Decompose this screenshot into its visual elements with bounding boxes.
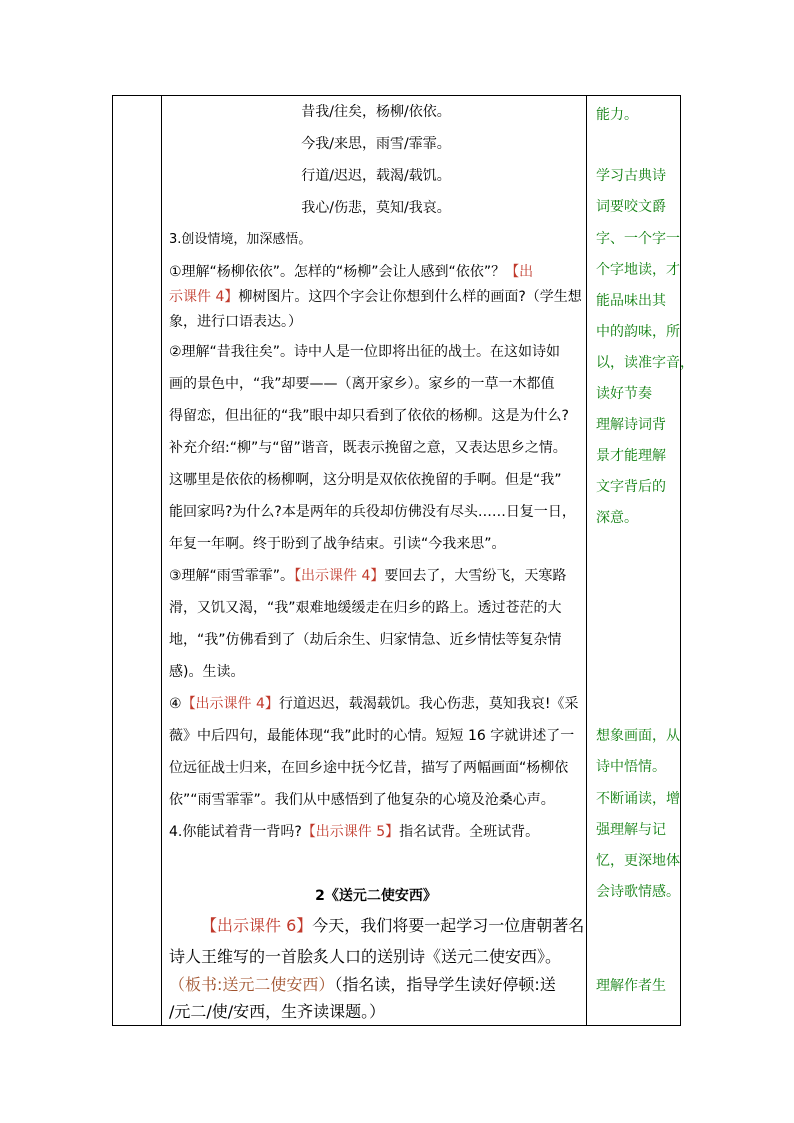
paragraph-line: 补充介绍:“柳”与“留”谐音，既表示挽留之意，又表达思乡之情。 [169, 440, 567, 456]
text: 柳树图片。这四个字会让你想到什么样的画面?（学生想 [238, 289, 582, 305]
note-line: 词要咬文爵 [596, 199, 666, 215]
paragraph-line [169, 694, 579, 714]
paragraph-line: 画的景色中，“我”却要——（离开家乡）。家乡的一草一木都值 [169, 376, 555, 392]
paragraph-line: 得留恋，但出征的“我”眼中却只看到了依依的杨柳。这是为什么? [169, 408, 569, 424]
note-line: 想象画面，从 [596, 728, 680, 744]
paragraph-line: 这哪里是依依的杨柳啊，这分明是双依依挽留的手啊。但是“我” [169, 472, 562, 488]
note-line: 诗中悟情。 [596, 759, 666, 775]
poem-line: 我心/伤悲，莫知/我哀。 [301, 200, 451, 216]
courseware-tag: 【出示课件 4】 [294, 568, 385, 584]
text: ④ [169, 696, 182, 712]
paragraph-line: ②理解“昔我往矣”。诗中人是一位即将出征的战士。在这如诗如 [169, 344, 561, 360]
courseware-tag: 【出示课件 5】 [301, 824, 400, 840]
column-divider [161, 96, 162, 1025]
note-line: 深意。 [596, 510, 638, 526]
text: 行道迟迟，载渴载饥。我心伤悲，莫知我哀!《采 [278, 696, 579, 712]
note-line: 以，读准字音， [596, 355, 694, 371]
note-line: 理解作者生 [596, 978, 666, 994]
note-line: 强理解与记 [596, 822, 666, 838]
board-note: （板书:送元二使安西） [169, 975, 335, 994]
note-line: 字、一个字一 [596, 231, 680, 247]
lesson-plan-table [112, 95, 694, 1026]
courseware-tag: 示课件 4】 [169, 289, 239, 305]
paragraph-line: 能回家吗?为什么?本是两年的兵役却仿佛没有尽头……日复一日， [169, 504, 576, 520]
paragraph-line: 依”“雨雪霏霏”。我们从中感悟到了他复杂的心境及沧桑心声。 [169, 792, 555, 808]
text: （指名读，指导学生读好停顿:送 [334, 975, 556, 994]
paragraph-line [169, 287, 582, 307]
paragraph-line [169, 975, 556, 995]
paragraph-line [169, 566, 566, 586]
note-line: 景才能理解 [596, 448, 666, 464]
text: 今天，我们将要一起学习一位唐朝著名 [312, 916, 585, 935]
section-title: 2《送元二使安西》 [315, 888, 437, 904]
text: 4.你能试着背一背吗? [169, 824, 302, 840]
text: ③理解“雨雪霏霏”。 [169, 568, 295, 584]
paragraph-line [169, 262, 533, 282]
text: 要回去了，大雪纷飞，天寒路 [384, 568, 567, 584]
paragraph-line: 诗人王维写的一首脍炙人口的送别诗《送元二使安西》。 [169, 947, 562, 966]
paragraph-line: 感)。生读。 [169, 664, 245, 680]
paragraph-line: /元二/使/安西，生齐读课题。） [169, 1002, 386, 1021]
note-line: 能品味出其 [596, 293, 666, 309]
courseware-tag: 【出示课件 4】 [181, 696, 279, 712]
paragraph-line: 地，“我”仿佛看到了（劫后余生、归家情急、近乡情怯等复杂情 [169, 632, 562, 648]
note-line: 不断诵读，增 [596, 791, 680, 807]
note-line: 理解诗词背 [596, 417, 666, 433]
poem-line: 行道/迟迟，载渴/载饥。 [301, 168, 451, 184]
text: 指名试背。全班试背。 [399, 824, 540, 840]
courseware-tag: 【出 [505, 264, 534, 280]
note-line: 能力。 [596, 107, 638, 123]
paragraph-line: 象，进行口语表达。） [169, 314, 302, 330]
note-line: 学习古典诗 [596, 168, 666, 184]
paragraph-line: 年复一年啊。终于盼到了战争结束。引读“今我来思”。 [169, 536, 506, 552]
paragraph-line: 薇》中后四句，最能体现“我”此时的心情。短短 16 字就讲述了一 [169, 728, 575, 744]
courseware-tag: 【出示课件 6】 [201, 916, 313, 935]
note-line: 读好节奏 [596, 386, 652, 402]
note-line: 会诗歌情感。 [596, 884, 680, 900]
paragraph-line: 滑，又饥又渴，“我”艰难地缓缓走在归乡的路上。透过苍茫的大 [169, 600, 562, 616]
note-line: 文字背后的 [596, 479, 666, 495]
note-line: 忆，更深地体 [596, 853, 680, 869]
paragraph-line: 位远征战士归来，在回乡途中抚今忆昔，描写了两幅画面“杨柳依 [169, 760, 569, 776]
note-line: 中的韵味，所 [596, 324, 680, 340]
paragraph-line [169, 822, 539, 842]
column-divider [586, 96, 587, 1025]
poem-line: 昔我/往矣，杨柳/依依。 [301, 104, 451, 120]
poem-line: 今我/来思，雨雪/霏霏。 [301, 136, 451, 152]
note-line: 个字地读，才 [596, 262, 680, 278]
paragraph-line [201, 916, 584, 936]
text: ①理解“杨柳依依”。怎样的“杨柳”会让人感到“依依”？ [169, 264, 506, 280]
step-heading: 3.创设情境，加深感悟。 [169, 232, 312, 247]
